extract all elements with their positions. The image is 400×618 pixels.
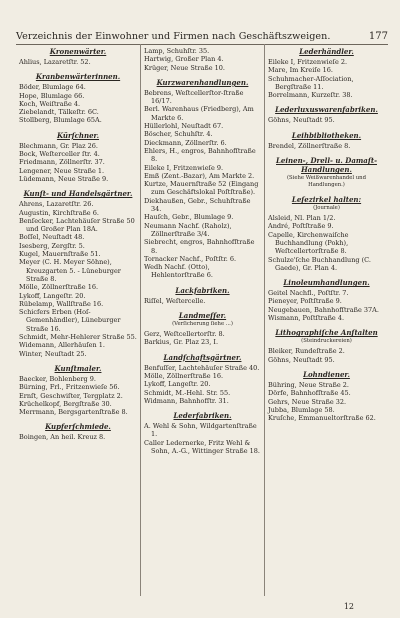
directory-entry: Schuhmacher-Aſſociation, Bergſtraße 11. (268, 74, 354, 91)
directory-section (19, 47, 137, 66)
directory-section (19, 364, 137, 416)
directory-entry: Rübelamp, Wallſtraße 16. (19, 299, 104, 308)
column-left (16, 44, 140, 596)
directory-entry: Isesberg, Zergſtr. 5. (19, 241, 85, 250)
directory-entry: Eileke I, Fritzenwieſe 2. (268, 58, 348, 66)
section-heading: Lohndiener. (303, 369, 350, 379)
directory-entry: Widemann, Allerhäuſen 1. (19, 341, 105, 350)
directory-entry: Ahlius, Lazaretſtr. 52. (19, 58, 91, 66)
directory-entry: Alsleid, Nl. Plan 1/2. (268, 214, 336, 223)
directory-entry: Neugebauen, Bahnhofſtraße 37A. (268, 305, 379, 314)
directory-entry: Widmann, Bahnhofſtr. 31. (144, 396, 229, 405)
directory-entry: Capelle, Kirchenwaiſche Buchhandlung (Pokh), Weſtcellertorſtraße 8. (268, 230, 349, 256)
directory-section (268, 195, 385, 272)
directory-section (268, 278, 385, 322)
directory-entry: Bürning, Frl., Fritzenwieſe 56. (19, 383, 120, 392)
directory-section (19, 72, 137, 124)
directory-entry: Mölle, Zöllnerſtraße 16. (144, 371, 224, 380)
section-heading: Kunſtmaler. (54, 363, 102, 373)
directory-entry: Jubba, Blumlage 58. (268, 405, 335, 414)
section-heading: Kürſchner. (56, 130, 100, 140)
directory-entry: Diekhaußen, Gebr., Schuhſtraße 34. (144, 196, 251, 214)
section-heading: Kronenwärter. (49, 47, 107, 56)
directory-entry: Friedmann, Zöllnerſtr. 37. (19, 158, 105, 167)
directory-entry: Mölle, Zöllnerſtraße 16. (19, 283, 99, 292)
directory-section (144, 411, 261, 455)
directory-entry: Schmidt, M.-Hehl. Str. 55. (144, 388, 231, 397)
directory-entry: Göhns, Neuſtadt 95. (268, 355, 335, 364)
directory-section (144, 47, 261, 72)
directory-section (19, 189, 137, 358)
directory-entry: Dörfe, Bahnhofſtraße 45. (268, 389, 351, 398)
running-header (16, 20, 388, 45)
directory-entry: Augustin, Kirchſtraße 6. (19, 208, 99, 217)
directory-entry: Meyer (C. H. Meyer Söhne), Kreuzgarten 5. - Lüneburger Straße 8. (19, 258, 121, 283)
directory-entry: Dieckmann, Zöllnerſtr. 6. (144, 138, 227, 147)
section-heading: Lederhändler. (299, 47, 354, 56)
directory-entry: Gehrs, Neue Straße 32. (268, 397, 347, 406)
directory-entry: Hope, Blumlage 66. (19, 91, 85, 100)
page-number: 177 (368, 31, 388, 42)
directory-entry: Schicfers Erben (Hoſ-Gemenhändler), Lüneburger Straße 16. (19, 308, 121, 333)
directory-entry: Bock, Weſterceller ſtr. 4. (19, 150, 100, 159)
directory-entry: Bleiker, Rundeſtraße 2. (268, 347, 345, 356)
directory-entry: Gerz, Weſtcellertorſtr. 8. (144, 330, 225, 339)
section-note: (Journale) (313, 205, 340, 212)
directory-entry: Baecker, Bohlenberg 9. (19, 374, 96, 383)
section-heading: Lederfabriken. (173, 411, 232, 421)
directory-entry: Wismann, Poſtſtraße 4. (268, 314, 345, 323)
section-heading: Kunſt- und Handelsgärtner. (23, 189, 133, 199)
directory-entry: Eileke I, Fritzenwieſe 9. (144, 163, 224, 172)
directory-entry: Krüchelkopf, Bergſtraße 30. (19, 399, 112, 408)
section-heading: Landſchaftsgärtner. (163, 352, 242, 362)
directory-section (19, 131, 137, 183)
section-note: (Steindruckereien) (301, 338, 352, 345)
section-note: (Verſicherung ſiehe ...) (172, 321, 233, 328)
directory-section (268, 131, 385, 150)
directory-entry: Borrelmann, Kurzeſtr. 38. (268, 91, 353, 100)
directory-entry: Mare, Im Kreiſe 16. (268, 66, 333, 75)
directory-entry: Kugel, Mauernſtraße 51. (19, 250, 101, 259)
directory-entry: A. Wehl & Sohn, Wildgartenſtraße 1. (144, 422, 257, 439)
directory-entry: Siebrecht, engros, Bahnhofſtraße 8. (144, 238, 255, 255)
directory-entry: Ahrens, Lazaretſtr. 26. (19, 200, 94, 209)
directory-section (144, 78, 261, 280)
directory-section (268, 156, 385, 189)
directory-entry: Böscher, Schuhſtr. 4. (144, 130, 213, 139)
directory-entry: Wedh Nachf. (Otto), Hehlentorſtraße 6. (144, 263, 213, 280)
directory-section (268, 328, 385, 364)
section-heading: Leſezirkel halten: (291, 195, 362, 205)
section-heading: Kranbenwärterinnen. (35, 72, 121, 82)
directory-entry: Bühring, Neue Straße 2. (268, 380, 349, 389)
directory-entry: Ernſt, Geschwiſter, Tergplatz 2. (19, 391, 123, 400)
directory-section (268, 47, 385, 99)
directory-entry: Brendel, Zöllnerſtraße 8. (268, 141, 351, 150)
directory-entry: Barkius, Gr. Plaz 23, I. (144, 338, 219, 347)
directory-entry: Emß (Zent.-Bazar), Am Markte 2. (144, 171, 255, 180)
column-right (264, 44, 388, 596)
directory-entry: Schmidt, Mehr-Hehlerer Straße 55. (19, 333, 137, 342)
directory-entry: Pieneyer, Poſtſtraße 9. (268, 297, 342, 306)
section-heading: Linoleumhandlungen. (283, 278, 370, 288)
section-heading: Lackfabriken. (175, 285, 230, 295)
directory-entry: Hüllerlohl, Neuſtadt 67. (144, 122, 224, 131)
directory-entry: Lengener, Neue Straße 1. (19, 166, 105, 175)
signature-mark: 12 (343, 602, 354, 611)
directory-section (144, 353, 261, 405)
directory-entry: Benfuſſer, Lachtehäuſer Straße 40. (144, 363, 260, 372)
directory-section (268, 105, 385, 124)
section-heading: Kupferſchmiede. (45, 422, 111, 432)
directory-entry: Winter, Neuſtadt 25. (19, 349, 87, 358)
directory-entry: Neumann Nachf. (Raholz), Zöllnerſtraße 3/4. (144, 221, 232, 238)
directory-entry: Ehlers, H., engros, Bahnhofſtraße 8. (144, 146, 256, 164)
directory-entry: Lykoff, Langeſtr. 20. (19, 291, 86, 300)
directory-entry: Lykoff, Langeſtr. 20. (144, 380, 211, 389)
directory-entry: Böder, Blumlage 64. (19, 83, 86, 92)
section-note: (Siehe Weißwarenhandel und Handlungen.) (286, 175, 366, 189)
section-heading: Leinen-, Drell- u. Damaſt-Handlungen. (276, 156, 377, 175)
directory-entry: André, Poſtſtraße 9. (268, 222, 334, 231)
text-columns (16, 44, 388, 596)
directory-entry: Hartwig, Großer Plan 4. (144, 55, 224, 64)
section-heading: Kurzwarenhandlungen. (156, 77, 249, 87)
section-heading: Leihbibliotheken. (291, 130, 362, 140)
directory-entry: Krüger, Neue Straße 10. (144, 63, 225, 72)
directory-entry: Merrmann, Bergsgartenſtraße 8. (19, 408, 128, 417)
directory-entry: Lamp, Schuhſtr. 35. (144, 47, 210, 55)
page-title: Verzeichnis der Einwohner und Firmen nach Geschäftszweigen. (16, 31, 331, 42)
directory-entry: Lüdemann, Neue Straße 9. (19, 174, 109, 183)
directory-entry: Riſſel, Weſtercelle. (144, 296, 206, 305)
directory-entry: Geitel Nachfl., Poſtſtr. 7. (268, 289, 349, 298)
directory-entry: Hauſch, Gebr., Blumlage 9. (144, 213, 234, 222)
directory-entry: Kruſche, Emmanueltorſtraße 62. (268, 414, 376, 423)
directory-section (268, 370, 385, 422)
directory-entry: Kurtze, Mauernſtraße 52 (Eingang zum Geschäftslokal Poſtſtraße). (144, 180, 259, 197)
directory-section (144, 311, 261, 347)
column-middle (140, 44, 264, 596)
section-heading: Lithographiſche Anſtalten (275, 328, 378, 338)
directory-entry: Benſecker, Lachtehäuſer Straße 50 und Großer Plan 18A. (19, 216, 135, 234)
directory-entry: Caller Ledernerke, Fritz Wehl & Sohn, A.-G., Wittinger Straße 18. (144, 438, 260, 455)
directory-entry: Göhns, Neuſtadt 95. (268, 116, 335, 125)
directory-entry: Bebrens, Weſtcellerſtor-ſtraße 16/17. (144, 88, 244, 106)
directory-entry: Tornacker Nachf., Poſtſtr. 6. (144, 254, 237, 263)
directory-section (144, 286, 261, 305)
directory-section (19, 422, 137, 441)
directory-entry: Ziebelandt, Tälkeſtr. 6C. (19, 108, 99, 117)
section-heading: Landmeſſer. (178, 311, 227, 321)
directory-entry: Stollberg, Blumlage 65A. (19, 116, 102, 125)
directory-entry: Boingen, An heil. Kreuz 8. (19, 433, 106, 442)
directory-entry: Berl. Warenhaus (Friedberg), Am Markte 6. (144, 105, 254, 122)
section-heading: Lederluxuswarenfabriken. (275, 105, 378, 115)
directory-entry: Koch, Weiſtraße 4. (19, 99, 81, 108)
directory-entry: Boſſel, Neuſtadt 48. (19, 233, 85, 242)
directory-entry: Schulze'ſche Buchhandlung (C. Gaede), Gr. Plan 4. (268, 255, 371, 272)
directory-entry: Blechmann, Gr. Plaz 26. (19, 141, 98, 150)
